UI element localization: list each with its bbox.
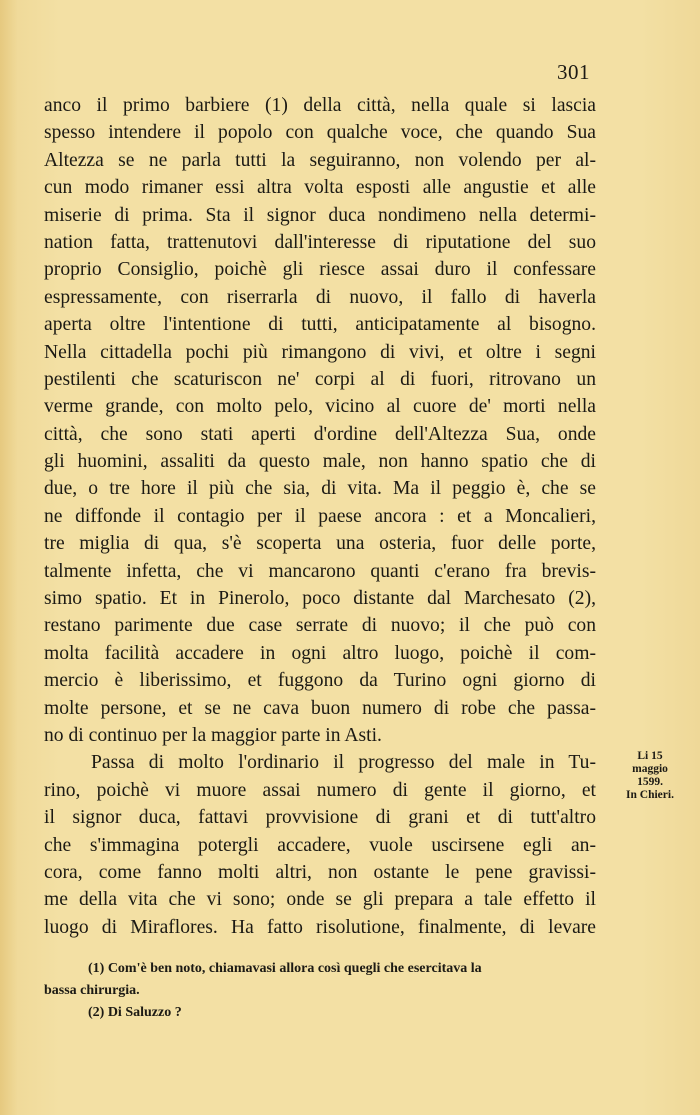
text-line: molta facilità accadere in ogni altro luogo, poichè il com-: [44, 642, 596, 664]
margin-note-line: maggio: [632, 763, 668, 775]
text-line: che s'immagina potergli accadere, vuole uscirsene egli an-: [44, 834, 596, 856]
text-line: gli huomini, assaliti da questo male, non hanno spatio che di: [44, 451, 596, 473]
text-line: pestilenti che scaturiscon ne' corpi al di fuori, ritrovano un: [44, 368, 596, 390]
text-line: luogo di Miraflores. Ha fatto risolutione, finalmente, di levare: [44, 916, 596, 938]
text-line: Passa di molto l'ordinario il progresso del male in Tu-: [91, 752, 596, 774]
text-line: tre miglia di qua, s'è scoperta una osteria, fuor delle porte,: [44, 533, 596, 555]
text-line: me della vita che vi sono; onde se gli prepara a tale effetto il: [44, 889, 596, 911]
text-line: rino, poichè vi muore assai numero di gente il giorno, et: [44, 779, 596, 801]
text-line: due, o tre hore il più che sia, di vita. Ma il peggio è, che se: [44, 478, 596, 500]
text-line: spesso intendere il popolo con qualche voce, che quando Sua: [44, 122, 596, 144]
text-line: anco il primo barbiere (1) della città, nella quale si lascia: [44, 95, 596, 116]
text-line: molte persone, et se ne cava buon numero di robe che passa-: [44, 697, 596, 719]
text-line: verme grande, con molto pelo, vicino al cuore de' morti nella: [44, 396, 596, 418]
footnote: (1) Com'è ben noto, chiamavasi allora così quegli che esercitava la: [88, 961, 482, 976]
text-line: no di continuo per la maggior parte in Asti.: [44, 724, 382, 746]
footnotes: [44, 958, 596, 1024]
text-line: cora, come fanno molti altri, non ostante le pene gravissi-: [44, 861, 596, 883]
margin-note-line: Li 15: [637, 750, 663, 762]
footnote-continuation: bassa chirurgia.: [44, 983, 140, 998]
text-line: cun modo rimaner essi altra volta esposti alle angustie et alle: [44, 177, 596, 199]
margin-note: [606, 750, 694, 802]
text-line: simo spatio. Et in Pinerolo, poco distante dal Marchesato (2),: [44, 588, 596, 610]
text-line: Nella cittadella pochi più rimangono di vivi, et oltre i segni: [44, 341, 596, 363]
text-line: nation fatta, trattenutovi dall'interesse di riputatione del suo: [44, 231, 596, 253]
text-line: città, che sono stati aperti d'ordine dell'Altezza Sua, onde: [44, 423, 596, 445]
text-line: proprio Consiglio, poichè gli riesce assai duro il confessare: [44, 259, 596, 281]
body-text: [44, 92, 596, 941]
footnote: (2) Di Saluzzo ?: [88, 1005, 182, 1020]
text-line: aperta oltre l'intentione di tutti, anticipatamente al bisogno.: [44, 314, 596, 336]
text-line: restano parimente due case serrate di nuovo; il che può con: [44, 615, 596, 637]
text-line: miserie di prima. Sta il signor duca nondimeno nella determi-: [44, 204, 596, 226]
text-line: il signor duca, fattavi provvisione di grani et di tutt'altro: [44, 807, 596, 829]
text-line: Altezza se ne parla tutti la seguiranno, non volendo per al-: [44, 149, 596, 171]
text-line: talmente infetta, che vi mancarono quanti c'erano fra brevis-: [44, 560, 596, 582]
page-number: 301: [557, 60, 590, 84]
margin-note-line: 1599.: [637, 776, 663, 788]
margin-note-line: In Chieri.: [626, 789, 674, 801]
text-line: mercio è liberissimo, et fuggono da Turino ogni giorno di: [44, 670, 596, 692]
text-line: espressamente, con riserrarla di nuovo, il fallo di haverla: [44, 286, 596, 308]
text-line: ne diffonde il contagio per il paese ancora : et a Moncalieri,: [44, 505, 596, 527]
